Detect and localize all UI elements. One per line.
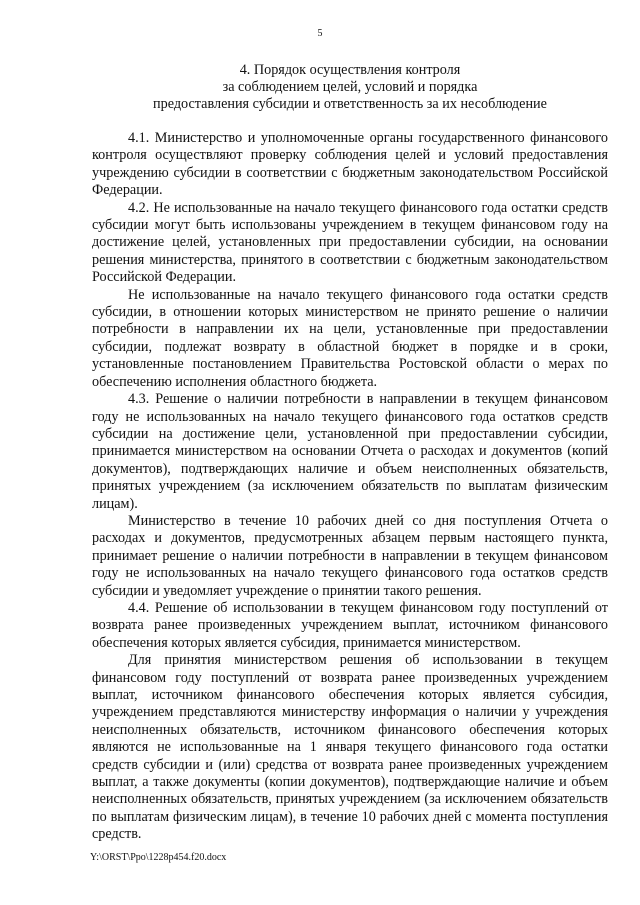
paragraph-4-2-continued: Не использованные на начало текущего финансового года остатки средств субсидии, в отношении которых министерством не принято решение о наличии потребности в направлении их на цели, установленные при предоставлении субсидии, подлежат возврату в областной бюджет в порядке и в сроки, установленные постановлением Правительства Ростовской области о мерах по обеспечению исполнения областного бюджета. bbox=[92, 286, 608, 390]
section-heading bbox=[90, 62, 610, 113]
paragraph-4-1: 4.1. Министерство и уполномоченные органы государственного финансового контроля осуществляют проверку соблюдения целей и условий предоставления учреждению субсидии в соответствии с бюджетным законодательством Российской Федерации. bbox=[92, 130, 608, 199]
paragraph-4-3-continued: Министерство в течение 10 рабочих дней со дня поступления Отчета о расходах и документов, предусмотренных абзацем первым настоящего пункта, принимает решение о наличии потребности в направлении в текущем финансовом году не использованных на начало текущего финансового года остатков средств субсидии и уведомляет учреждение о принятии такого решения. bbox=[92, 512, 608, 599]
document-body bbox=[92, 130, 608, 844]
heading-line-1: 4. Порядок осуществления контроля bbox=[239, 62, 461, 78]
paragraph-4-4: 4.4. Решение об использовании в текущем финансовом году поступлений от возврата ранее произведенных учреждением выплат, источником финансового обеспечения которых является субсидия, принимается министерством. bbox=[92, 599, 608, 651]
paragraph-4-2: 4.2. Не использованные на начало текущего финансового года остатки средств субсидии могут быть использованы учреждением в текущем финансовом году на достижение целей, установленных при предоставлении субсидии, на основании решения министерства, принятого в соответствии с бюджетным законодательством Российской Федерации. bbox=[92, 199, 608, 286]
paragraph-4-3: 4.3. Решение о наличии потребности в направлении в текущем финансовом году не использованных на начало текущего финансового года остатков средств субсидии на достижение цели, установленной при предоставлении субсидии, принимается министерством на основании Отчета о расходах и документов (копий документов), подтверждающих наличие и объем неисполненных обязательств, принятых учреждением (за исключением обязательств по выплатам физическим лицам). bbox=[92, 391, 608, 512]
page-number: 5 bbox=[317, 28, 323, 39]
heading-line-3: предоставления субсидии и ответственность за их несоблюдение bbox=[153, 96, 547, 112]
footer-file-path: Y:\ORST\Ppo\1228p454.f20.docx bbox=[90, 852, 227, 863]
heading-line-2: за соблюдением целей, условий и порядка bbox=[222, 79, 478, 95]
paragraph-4-4-continued: Для принятия министерством решения об использовании в текущем финансовом году поступлений от возврата ранее произведенных учреждением выплат, источником финансового обеспечения которых является субсидия, учреждением представляются министерству информация о наличии у учреждения неисполненных обязательств, источником финансового обеспечения которых являются не использованные на 1 января текущего финансового года остатки средств субсидии и (или) средства от возврата ранее произведенных учреждением выплат, а также документы (копии документов), подтверждающие наличие и объем неисполненных обязательств, принятых учреждением (за исключением обязательств по выплатам физическим лицам), в течение 10 рабочих дней с момента поступления средств. bbox=[92, 652, 608, 843]
